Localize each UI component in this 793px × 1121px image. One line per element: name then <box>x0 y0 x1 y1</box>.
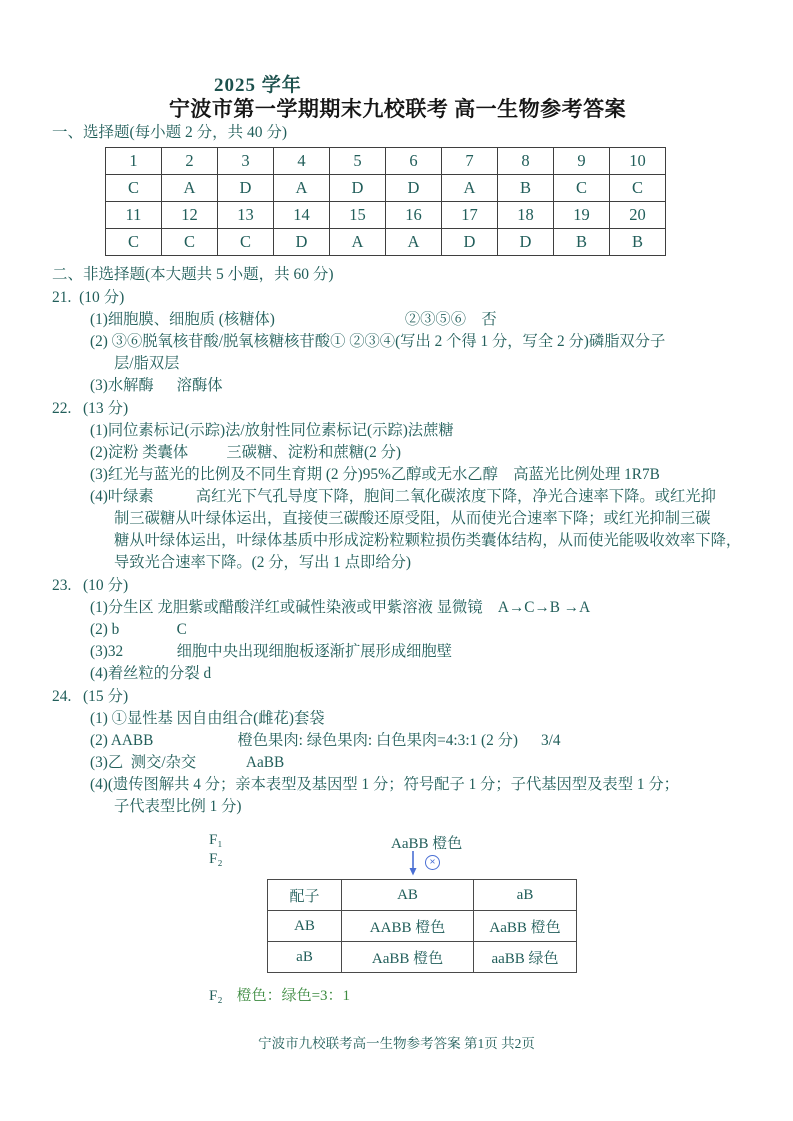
answer-cell: 6 <box>386 148 442 175</box>
answer-cell: 3 <box>218 148 274 175</box>
question-21 <box>52 287 743 397</box>
question-24 <box>52 686 743 818</box>
answer-cell: 15 <box>330 202 386 229</box>
answer-cell: D <box>330 175 386 202</box>
answer-cell: C <box>610 175 666 202</box>
answer-line: (3)水解酶 溶酶体 <box>90 377 223 394</box>
answer-cell: 10 <box>610 148 666 175</box>
f2-ratio <box>209 984 350 1005</box>
answer-cell: C <box>218 229 274 256</box>
table-row <box>106 202 666 229</box>
question-22 <box>52 398 743 574</box>
answer-cell: 19 <box>554 202 610 229</box>
answer-line: (2)淀粉 类囊体 三碳糖、淀粉和蔗糖(2 分) <box>90 444 402 461</box>
document-year: 2025 学年 <box>214 75 302 96</box>
answer-cell: 17 <box>442 202 498 229</box>
section1-heading: 一、选择题(每小题 2 分，共 40 分) <box>52 124 288 141</box>
answer-cell: 2 <box>162 148 218 175</box>
answer-cell: 16 <box>386 202 442 229</box>
answer-line: (2) AABB 橙色果肉: 绿色果肉: 白色果肉=4:3:1 (2 分) 3/4 <box>90 732 561 749</box>
answer-cell: D <box>274 229 330 256</box>
punnett-cell: aB <box>474 880 577 911</box>
answer-line: 子代表型比例 1 分) <box>114 798 242 815</box>
answer-cell: A <box>442 175 498 202</box>
page-footer: 宁波市九校联考高一生物参考答案 第1页 共2页 <box>258 1036 535 1051</box>
answer-key-table <box>105 147 666 256</box>
answer-cell: 5 <box>330 148 386 175</box>
question-24-header: 24. (15 分) <box>52 688 129 705</box>
answer-line: (3)红光与蓝光的比例及不同生育期 (2 分)95%乙醇或无水乙醇 高蓝光比例处理 1R7B <box>90 466 660 483</box>
answer-line: (1)分生区 龙胆紫或醋酸洋红或碱性染液或甲紫溶液 显微镜 A→C→B →A <box>90 599 591 616</box>
punnett-cell: aaBB 绿色 <box>474 942 577 973</box>
parent-genotype: AaBB 橙色 <box>391 836 463 852</box>
f2-label: F₂ <box>209 851 223 867</box>
answer-line: (3)32 细胞中央出现细胞板逐渐扩展形成细胞壁 <box>90 643 453 660</box>
answer-line: (1)同位素标记(示踪)法/放射性同位素标记(示踪)法蔗糖 <box>90 422 454 439</box>
question-23 <box>52 575 743 685</box>
answer-cell: C <box>106 175 162 202</box>
answer-cell: D <box>218 175 274 202</box>
answer-cell: A <box>162 175 218 202</box>
answer-cell: 12 <box>162 202 218 229</box>
answer-line: (2) ③⑥脱氧核苷酸/脱氧核糖核苷酸① ②③④(写出 2 个得 1 分，写全 2 分)磷脂双分子 <box>90 333 666 350</box>
answer-cell: A <box>274 175 330 202</box>
table-row <box>268 942 577 973</box>
f2-ratio-value: 橙色：绿色=3：1 <box>236 988 351 1004</box>
document-title: 宁波市第一学期期末九校联考 高一生物参考答案 <box>168 97 627 121</box>
answer-cell: D <box>442 229 498 256</box>
punnett-square-table <box>267 879 577 973</box>
f1-label: F₁ <box>209 832 223 848</box>
question-23-header: 23. (10 分) <box>52 577 129 594</box>
table-row <box>106 148 666 175</box>
answer-cell: 20 <box>610 202 666 229</box>
section2-heading: 二、非选择题(本大题共 5 小题，共 60 分) <box>52 266 334 283</box>
question-21-header: 21. (10 分) <box>52 289 125 306</box>
table-row <box>268 911 577 942</box>
punnett-cell: 配子 <box>268 880 342 911</box>
answer-cell: 13 <box>218 202 274 229</box>
table-row <box>106 229 666 256</box>
answer-line: (3)乙 测交/杂交 AaBB <box>90 754 285 771</box>
answer-line: (4)着丝粒的分裂 d <box>90 665 212 682</box>
answer-cell: 4 <box>274 148 330 175</box>
punnett-cell: aB <box>268 942 342 973</box>
answer-cell: C <box>554 175 610 202</box>
answer-cell: 1 <box>106 148 162 175</box>
answer-cell: C <box>106 229 162 256</box>
punnett-cell: AaBB 橙色 <box>474 911 577 942</box>
answer-cell: 7 <box>442 148 498 175</box>
answer-line: (2) b C <box>90 621 187 638</box>
table-row <box>268 880 577 911</box>
punnett-cell: AABB 橙色 <box>342 911 474 942</box>
answer-line: 糖从叶绿体运出，叶绿体基质中形成淀粉粒颗粒损伤类囊体结构，从而使光能吸收效率下降， <box>114 532 742 549</box>
answer-line: 导致光合速率下降。(2 分，写出 1 点即给分) <box>114 554 412 571</box>
answer-cell: C <box>162 229 218 256</box>
answer-line: (4)(遗传图解共 4 分；亲本表型及基因型 1 分；符号配子 1 分；子代基因型及表型 1 分； <box>90 776 679 793</box>
answer-cell: D <box>498 229 554 256</box>
genetic-cross-diagram <box>209 832 743 1012</box>
answer-line: (1)细胞膜、细胞质 (核糖体) ②③⑤⑥ 否 <box>90 311 497 328</box>
answer-cell: D <box>386 175 442 202</box>
answer-cell: 18 <box>498 202 554 229</box>
punnett-cell: AaBB 橙色 <box>342 942 474 973</box>
answer-cell: 11 <box>106 202 162 229</box>
punnett-cell: AB <box>342 880 474 911</box>
answer-line: (4)叶绿素 高红光下气孔导度下降，胞间二氧化碳浓度下降，净光合速率下降。或红光抑 <box>90 488 716 505</box>
answer-cell: B <box>554 229 610 256</box>
answer-cell: B <box>610 229 666 256</box>
table-row <box>106 175 666 202</box>
f2-ratio-label: F₂ <box>209 988 223 1004</box>
answer-line: 层/脂双层 <box>114 355 180 372</box>
answer-cell: A <box>330 229 386 256</box>
answer-line: 制三碳糖从叶绿体运出，直接使三碳酸还原受阻，从而使光合速率下降；或红光抑制三碳 <box>114 510 711 527</box>
answer-cell: B <box>498 175 554 202</box>
question-22-header: 22. (13 分) <box>52 400 129 417</box>
punnett-cell: AB <box>268 911 342 942</box>
down-arrow-icon <box>407 850 419 876</box>
answer-cell: 14 <box>274 202 330 229</box>
self-cross-icon: × <box>425 855 440 870</box>
answer-cell: A <box>386 229 442 256</box>
answer-cell: 8 <box>498 148 554 175</box>
answer-cell: 9 <box>554 148 610 175</box>
answer-line: (1) ①显性基 因自由组合(雌花)套袋 <box>90 710 325 727</box>
